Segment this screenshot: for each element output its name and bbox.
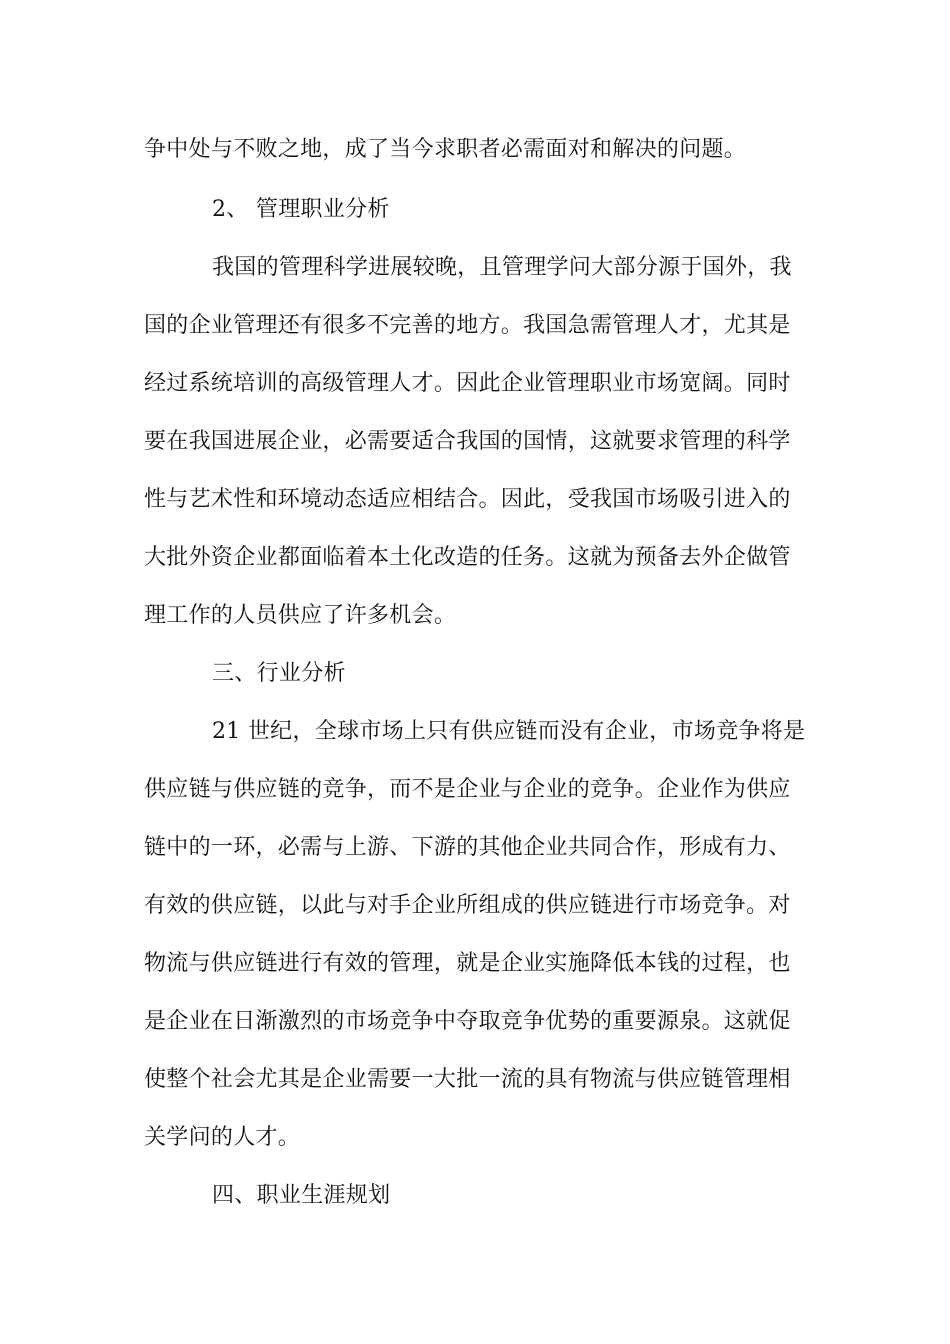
section-heading: 2、 管理职业分析	[212, 197, 390, 222]
paragraph-line: 是企业在日渐激烈的市场竞争中夺取竞争优势的重要源泉。这就促	[144, 1009, 791, 1034]
paragraph-line: 使整个社会尤其是企业需要一大批一流的具有物流与供应链管理相	[144, 1067, 791, 1092]
paragraph-line: 物流与供应链进行有效的管理，就是企业实施降低本钱的过程，也	[144, 951, 791, 976]
paragraph-line: 性与艺术性和环境动态适应相结合。因此，受我国市场吸引进入的	[144, 487, 791, 512]
paragraph-line: 争中处与不败之地，成了当今求职者必需面对和解决的问题。	[144, 137, 747, 162]
paragraph-line: 大批外资企业都面临着本土化改造的任务。这就为预备去外企做管	[144, 545, 791, 570]
paragraph-line: 供应链与供应链的竞争，而不是企业与企业的竞争。企业作为供应	[144, 777, 791, 802]
paragraph-line: 关学问的人才。	[144, 1125, 301, 1150]
section-heading: 四、职业生涯规划	[212, 1183, 391, 1208]
paragraph-line: 21 世纪，全球市场上只有供应链而没有企业，市场竞争将是	[212, 719, 806, 744]
paragraph-line: 理工作的人员供应了许多机会。	[144, 603, 457, 628]
paragraph-line: 要在我国进展企业，必需要适合我国的国情，这就要求管理的科学	[144, 429, 791, 454]
paragraph-line: 国的企业管理还有很多不完善的地方。我国急需管理人才，尤其是	[144, 313, 791, 338]
paragraph-line: 有效的供应链，以此与对手企业所组成的供应链进行市场竞争。对	[144, 893, 791, 918]
section-heading: 三、行业分析	[212, 661, 346, 686]
paragraph-line: 链中的一环，必需与上游、下游的其他企业共同合作，形成有力、	[144, 835, 791, 860]
paragraph-line: 经过系统培训的高级管理人才。因此企业管理职业市场宽阔。同时	[144, 371, 791, 396]
paragraph-line: 我国的管理科学进展较晚，且管理学问大部分源于国外，我	[212, 255, 792, 280]
